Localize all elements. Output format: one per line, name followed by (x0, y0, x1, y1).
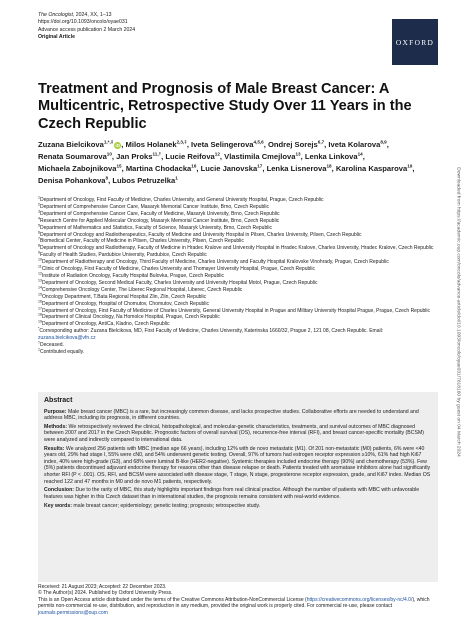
author-affiliation-marker: 1 (175, 175, 178, 181)
journal-volume: , 2024, XX, 1–13 (72, 12, 112, 18)
affiliation-text: Department of Comprehensive Cancer Care, Masaryk Memorial Cancer Institute, Brno, Czech Republic (40, 203, 269, 210)
corresponding-email-link[interactable]: zuzana.bielcikova@vfn.cz (38, 335, 96, 342)
author-name-text: Lubos Petruzelka (112, 176, 176, 185)
author-affiliation-marker: 15 (116, 163, 122, 169)
affiliation-text: Department of Oncology and Radiotherapy, Faculty of Medicine in Hradec Kralove and University Hospital in Hradec Kralove, Charles University, Hradec Kralove, Czech Republic (40, 245, 434, 252)
author-affiliation-marker: 17 (257, 163, 263, 169)
affiliation-text: Faculty of Health Studies, Pardubice University, Pardubice, Czech Republic (40, 252, 207, 259)
affiliation-item (38, 218, 438, 225)
author-name-text: Michaela Zabojnikova (38, 164, 117, 173)
author-name-text: Lenka Lisnerova (266, 164, 327, 173)
affiliation-number: 19 (38, 319, 42, 324)
article-footer (38, 584, 438, 616)
author-list: Zuzana Bielcikova$^{1,*,\ddagger}$iD, Milos Holanek$^{2,3,\ddagger}$, Iveta Selingerova$^{4,5,6}$, Ondrej Sorejs$^{6,7}$, Iveta Kolarova$^{8,9}$, Renata Soumarova$^{10}$, Jan Proks$^{11,\dagger}$, Lucie Reifova$^{12}$, Vlastimila Cmejlova$^{13}$, Lenka Linkova$^{14}$, Michaela Zabojnikova$^{15}$, Martina Chodacka$^{16}$, Lucie Janovska$^{17}$, Lenka Lisnerova$^{18}$, Karolina Kasparova$^{19}$, Denisa Pohankova$^8$, Lubos Petruzelka$^1$ (38, 139, 415, 185)
author-affiliation-marker: 6,7 (317, 139, 325, 145)
author-name[interactable] (201, 164, 263, 173)
author-name-text: Jan Proks (116, 152, 153, 161)
purpose-label: Purpose: (44, 408, 67, 415)
results-label: Results: (44, 445, 65, 452)
author-name[interactable] (126, 140, 187, 149)
author-name[interactable] (191, 140, 264, 149)
affiliation-text: Biomedical Center, Faculty of Medicine in Pilsen, Charles University, Pilsen, Czech Republic (40, 238, 244, 245)
conclusion-label: Conclusion: (44, 487, 74, 494)
affiliation-item (38, 222, 438, 232)
author-name-text: Lucie Janovska (200, 164, 258, 173)
author-name[interactable] (126, 164, 197, 173)
journal-name: The Oncologist (38, 12, 73, 18)
author-affiliation-marker: 8 (105, 175, 109, 181)
doi-link[interactable]: https://doi.org/10.1093/oncolo/oyae031 (38, 19, 128, 26)
affiliation-number: 9 (38, 250, 40, 255)
results-text: We analyzed 256 patients with MBC (median age 66 years), including 12% with de novo metastatic (M1). Of 201 non-metastatic (M0) patients, 6% were <40 years old, 29% had stage I, 55% were cN0, and 54% underwent genetic testing. Overall, 97% of tumors had estrogen receptor expression ≥10%, 61% had high Ki67 index, 40% were high-grade (G3), and 68% were luminal B-like (HER2-negative). Systemic therapies included endocrine therapy (90%) and chemotherapy (53%). Few (5%) patients discontinued adjuvant endocrine therapy for reasons other than disease relapse or death. Patients treated with aromatase inhibitors alone had significantly shorter RFI (P < .001). OS, RFI, and BCSM were associated with disease stage, T stage, N stage, progesterone receptor expression, grade, and Ki67 index. Median OS reached 122 and 47 months in M0 and de novo M1 patients, respectively. (44, 445, 431, 485)
affiliation-number: 1 (38, 195, 40, 200)
article-title: Treatment and Prognosis of Male Breast Cancer: A Multicentric, Retrospective Study Over 11 Years in the Czech Republic (38, 81, 412, 132)
license-link[interactable]: https://creativecommons.org/licenses/by-nc/4.0/ (306, 596, 413, 603)
affiliation-text: Department of Oncology, First Faculty of Medicine, Charles University, and General University Hospital, Prague, Czech Republic (40, 197, 324, 203)
author-affiliation-marker: 1,*,‡ (103, 139, 114, 145)
affiliation-number: 7 (38, 236, 40, 241)
license-text-start: This is an Open Access article distributed under the terms of the Creative Commons Attribution-NonCommercial License ( (38, 596, 307, 603)
affiliation-item (38, 298, 438, 308)
author-name-text: Lenka Linkova (304, 152, 358, 161)
license-text-end: ), which permits non-commercial re-use, distribution, and reproduction in any medium, provided the original work is properly cited. For commercial re-use, please contact (38, 596, 430, 610)
article-type: Original Article (38, 34, 75, 41)
affiliation-text: Research Centre for Applied Molecular Oncology, Masaryk Memorial Cancer Institute, Brno, Czech Republic (40, 217, 280, 224)
abstract-results (44, 446, 432, 486)
author-name[interactable] (116, 152, 161, 161)
download-watermark: Downloaded from https://academic.oup.com/oncolo/advance-article/doi/10.1093/oncolo/oyae031/7618160 by guest on 04 March 2024 (455, 167, 461, 457)
author-name[interactable] (38, 140, 121, 149)
affiliation-number: 2 (38, 202, 40, 207)
author-affiliation-marker: 18 (326, 163, 332, 169)
affiliation-item (38, 294, 438, 301)
affiliation-text: Comprehensive Oncology Center, The Liberec Regional Hospital, Liberec, Czech Republic (42, 286, 243, 293)
affiliation-text: Department of Oncology, Second Medical Faculty, Charles University and University Hospital Motol, Prague, Czech Republic (42, 279, 318, 286)
affiliation-number: 3 (38, 209, 40, 214)
affiliation-number: 11 (38, 264, 42, 269)
corresponding-text: Corresponding author: Zuzana Bielcikova, MD, First Faculty of Medicine, Charles University, Katerinska 1660/32, Prague 2, 121 08, Czech Republic. Email: (39, 328, 384, 335)
author-name-text: Renata Soumarova (38, 152, 107, 161)
affiliation-number: 8 (38, 243, 40, 248)
author-note (38, 349, 438, 356)
purpose-text: Male breast cancer (MBC) is a rare, but increasingly common disease, and lacks prospective studies. Collaborative efforts are needed to understand and address MBC, including its prognosis, in different countries. (44, 408, 419, 422)
author-name-text: Milos Holanek (125, 140, 177, 149)
author-affiliation-marker: 10 (106, 151, 112, 157)
abstract-methods (44, 424, 432, 444)
note-text: Contributed equally. (40, 348, 85, 355)
author-name-text: Zuzana Bielcikova (38, 140, 104, 149)
affiliation-text: Department of Oncology and Radiotherapeutics, Faculty of Medicine and University Hospital in Pilsen, Charles University, Pilsen, Czech Republic (40, 231, 362, 238)
publisher-logo: OXFORD (392, 19, 438, 65)
author-name-text: Lucie Reifova (165, 152, 215, 161)
author-name-text: Iveta Selingerova (191, 140, 254, 149)
affiliation-number: 12 (38, 271, 42, 276)
author-affiliation-marker: 2,3,‡ (176, 139, 187, 145)
methods-label: Methods: (44, 423, 68, 430)
affiliation-number: 18 (38, 312, 42, 317)
author-name[interactable] (328, 140, 386, 149)
affiliation-text: Department of Clinical Oncology, Na Homolce Hospital, Prague, Czech Republic (42, 314, 220, 321)
advance-access: Advance access publication 2 March 2024 (38, 26, 136, 33)
author-name-text: Ondrej Sorejs (267, 140, 318, 149)
affiliation-text: Institute of Radiation Oncology, Faculty Hospital Bulovka, Prague, Czech Republic (42, 272, 224, 279)
author-name[interactable] (336, 164, 412, 173)
author-affiliation-marker: 8,9 (380, 139, 387, 145)
corresponding-symbol: * (38, 326, 40, 331)
affiliation-text: Department of Oncology, First Faculty of Medicine of Charles University, General University Hospital in Prague and Military University Hospital Prague, Prague, Czech Republic (42, 307, 431, 314)
author-name[interactable] (112, 176, 177, 185)
affiliation-number: 10 (38, 257, 42, 262)
affiliation-text: Department of Mathematics and Statistics, Faculty of Science, Masaryk University, Brno, Czech Republic (40, 224, 272, 231)
author-notes (38, 342, 438, 356)
author-affiliation-marker: 4,5,6 (253, 139, 264, 145)
affiliation-number: 13 (38, 278, 42, 283)
affiliation-number: 5 (38, 222, 40, 227)
author-affiliation-marker: 14 (357, 151, 363, 157)
orcid-icon[interactable]: iD (115, 142, 121, 148)
author-name-text: Iveta Kolarova (328, 140, 381, 149)
abstract-keywords (44, 503, 432, 510)
methods-text: We retrospectively reviewed the clinical, histopathological, and molecular-genetic characteristics, treatments, and survival outcomes of MBC diagnosed between 2007 and 2017 in the Czech Republic. Prognostic factors of overall survival (OS), recurrence-free interval (RFI), and breast cancer-specific mortality (BCSM) were analyzed and indirectly compared to international data. (44, 423, 424, 443)
affiliation-list (38, 197, 438, 328)
note-symbol: † (38, 340, 40, 345)
journal-citation (38, 12, 135, 19)
affiliation-text: Department of Comprehensive Cancer Care, Faculty of Medicine, Masaryk University, Brno, Czech Republic (40, 210, 280, 217)
keywords-text: male breast cancer; epidemiology; genetic testing; prognosis; retrospective study. (73, 503, 261, 510)
affiliation-text: Department of Oncology, AntiCa, Kladno, Czech Republic (42, 321, 170, 328)
note-symbol: ‡ (38, 347, 40, 352)
abstract-heading: Abstract (44, 397, 73, 404)
author-name-text: Karolina Kasparova (335, 164, 408, 173)
author-name[interactable] (38, 176, 108, 185)
author-name-text: Vlastimila Cmejlova (224, 152, 296, 161)
affiliation-number: 4 (38, 216, 40, 221)
keywords-label: Key words: (44, 503, 72, 510)
journal-header (38, 12, 135, 42)
affiliation-text: Department of Oncology, Hospital of Chomutov, Chomutov, Czech Republic (42, 300, 210, 307)
affiliation-text: Department of Radiotherapy and Oncology, Third Faculty of Medicine, Charles University and Faculty Hospital Kralovske Vinohrady, Prague, Czech Republic (42, 259, 389, 266)
author-name[interactable] (38, 164, 122, 173)
author-affiliation-marker: 19 (407, 163, 413, 169)
affiliation-number: 14 (38, 285, 42, 290)
author-affiliation-marker: 11,† (152, 151, 162, 157)
author-name-text: Denisa Pohankova (38, 176, 106, 185)
author-name[interactable] (268, 140, 324, 149)
author-name[interactable] (165, 152, 220, 161)
author-name[interactable] (305, 152, 363, 161)
author-name[interactable] (224, 152, 300, 161)
abstract-box (38, 392, 438, 582)
copyright-line: © The Author(s) 2024. Published by Oxford University Press. (38, 590, 173, 597)
author-name-text: Martina Chodacka (125, 164, 192, 173)
affiliation-number: 15 (38, 292, 42, 297)
author-affiliation-marker: 13 (295, 151, 301, 157)
abstract-conclusion (44, 487, 432, 500)
note-text: Deceased. (40, 342, 64, 349)
affiliation-number: 6 (38, 229, 40, 234)
affiliations (38, 197, 438, 356)
abstract-purpose (44, 409, 432, 422)
author-name[interactable] (38, 152, 112, 161)
received-dates: Received: 21 August 2023; Accepted: 22 December 2023. (38, 584, 167, 590)
author-affiliation-marker: 12 (214, 151, 220, 157)
corresponding-author (38, 326, 438, 345)
affiliation-number: 16 (38, 298, 42, 303)
author-affiliation-marker: 16 (191, 163, 197, 169)
affiliation-text: Clinic of Oncology, First Faculty of Medicine, Charles University and Thomayer University Hospital, Prague, Czech Republic (41, 266, 315, 273)
conclusion-text: Due to the rarity of MBC, this study highlights important findings from real clinical practice. Although the number of patients with MBC with unfavorable features was higher in this Czech dataset than in international studies, the prognosis remains consistent with real-world evidence. (44, 487, 420, 500)
affiliation-text: Oncology Department, T.Bata Regional Hospital Zlin, Zlin, Czech Republic (42, 293, 207, 300)
affiliation-number: 17 (38, 305, 42, 310)
permissions-email-link[interactable]: journals.permissions@oup.com (38, 609, 108, 616)
license-text (38, 597, 438, 616)
author-name[interactable] (267, 164, 332, 173)
